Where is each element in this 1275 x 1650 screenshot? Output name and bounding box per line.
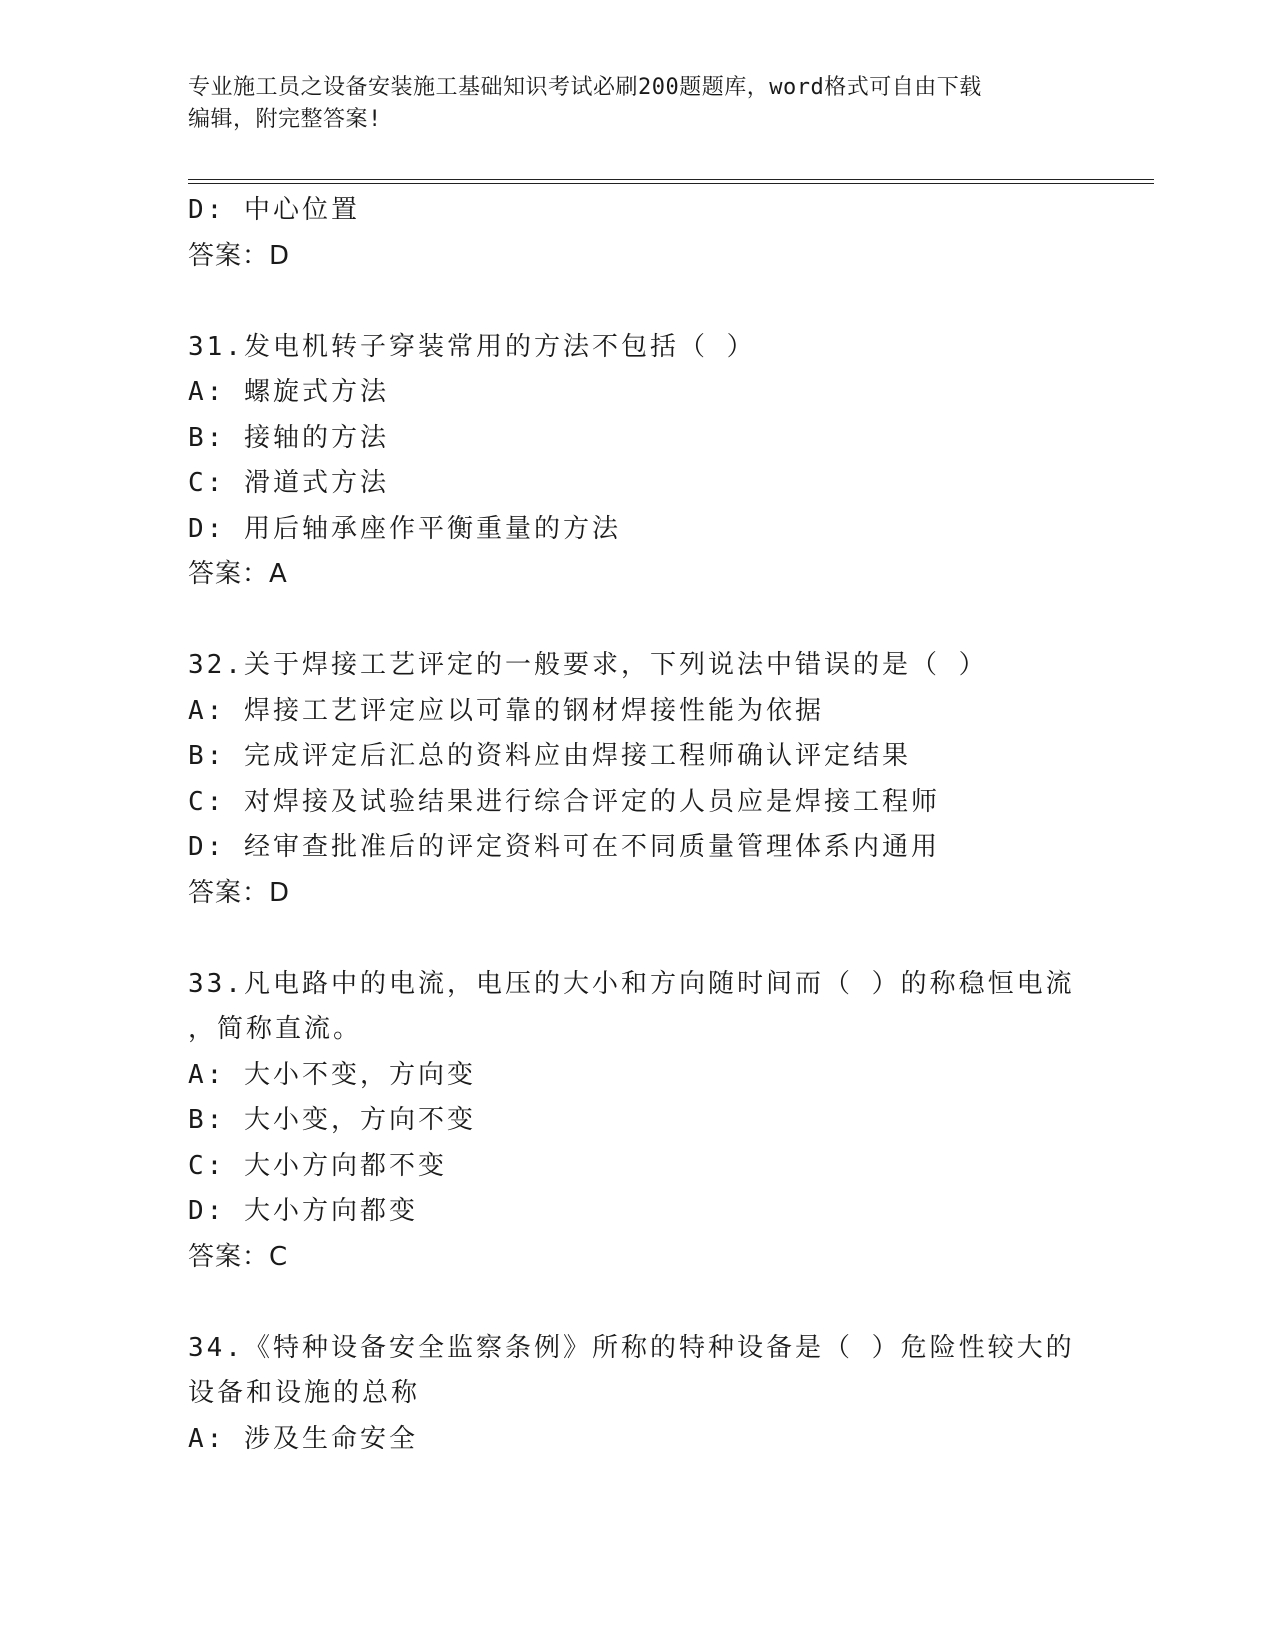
question-31: [188, 325, 1088, 598]
answer-q30: 答案：D: [188, 240, 291, 271]
header-title-line-2: 编辑，附完整答案!: [188, 107, 382, 132]
spacer: [188, 916, 1088, 962]
question-stem-continued: 设备和设施的总称: [188, 1378, 421, 1408]
option-b: B: 接轴的方法: [188, 422, 389, 453]
option-c: C: 大小方向都不变: [188, 1150, 447, 1181]
question-33: [188, 962, 1088, 1281]
option-a: A: 涉及生命安全: [188, 1423, 418, 1454]
spacer: [188, 598, 1088, 644]
question-stem: 34.《特种设备安全监察条例》所称的特种设备是（ ）危险性较大的: [188, 1332, 1075, 1363]
question-list: [188, 188, 1088, 1462]
answer: 答案：D: [188, 877, 291, 908]
document-header: [188, 72, 1088, 136]
question-stem: 31.发电机转子穿装常用的方法不包括（ ）: [188, 331, 756, 362]
header-title-line-1: 专业施工员之设备安装施工基础知识考试必刷200题题库，word格式可自由下载: [188, 75, 982, 100]
option-d: D: 用后轴承座作平衡重量的方法: [188, 513, 621, 544]
spacer: [188, 279, 1088, 325]
answer: 答案：C: [188, 1241, 289, 1272]
answer: 答案：A: [188, 559, 288, 589]
question-32: [188, 643, 1088, 916]
option-c: C: 对焊接及试验结果进行综合评定的人员应是焊接工程师: [188, 786, 940, 817]
question-stem: 32.关于焊接工艺评定的一般要求，下列说法中错误的是（ ）: [188, 650, 988, 680]
header-divider-bottom: [188, 183, 1154, 184]
option-d: D: 大小方向都变: [188, 1196, 418, 1226]
option-a: A: 焊接工艺评定应以可靠的钢材焊接性能为依据: [188, 695, 824, 726]
option-c: C: 滑道式方法: [188, 468, 389, 498]
option-a: A: 大小不变，方向变: [188, 1059, 476, 1090]
option-a: A: 螺旋式方法: [188, 377, 389, 407]
option-b: B: 完成评定后汇总的资料应由焊接工程师确认评定结果: [188, 741, 911, 771]
option-d: D: 经审查批准后的评定资料可在不同质量管理体系内通用: [188, 832, 940, 862]
question-stem: 33.凡电路中的电流，电压的大小和方向随时间而（ ）的称稳恒电流: [188, 968, 1075, 999]
spacer: [188, 1280, 1088, 1326]
option-d-q30: D: 中心位置: [188, 195, 360, 225]
question-stem-continued: ，简称直流。: [188, 1014, 363, 1044]
question-34: [188, 1326, 1088, 1463]
option-b: B: 大小变，方向不变: [188, 1105, 476, 1135]
header-divider-top: [188, 179, 1154, 180]
